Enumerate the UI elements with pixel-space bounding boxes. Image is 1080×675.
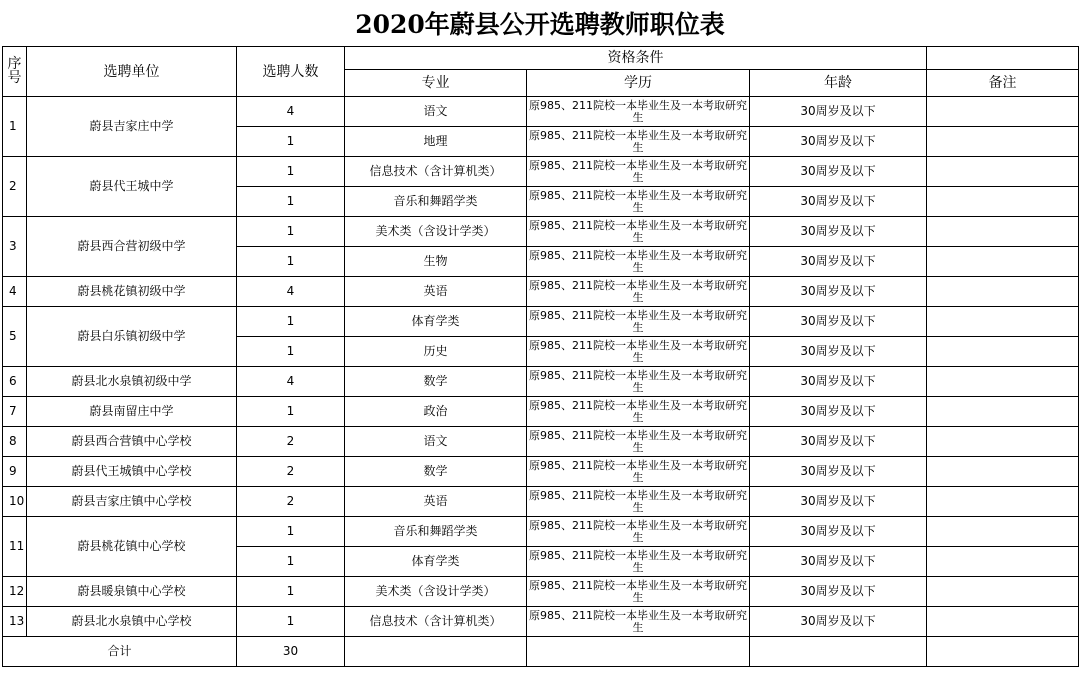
row-seq: 6	[3, 367, 27, 397]
row-seq: 3	[3, 217, 27, 277]
row-major: 英语	[345, 277, 527, 307]
positions-table	[2, 46, 1079, 667]
header-blank	[927, 47, 1079, 70]
table-row	[3, 217, 1079, 247]
row-education: 原985、211院校一本毕业生及一本考取研究生	[527, 217, 750, 247]
table-row	[3, 307, 1079, 337]
row-education: 原985、211院校一本毕业生及一本考取研究生	[527, 337, 750, 367]
row-age: 30周岁及以下	[750, 487, 927, 517]
row-seq: 5	[3, 307, 27, 367]
row-education: 原985、211院校一本毕业生及一本考取研究生	[527, 517, 750, 547]
row-major: 信息技术（含计算机类）	[345, 607, 527, 637]
row-unit: 蔚县北水泉镇初级中学	[27, 367, 237, 397]
row-remark	[927, 127, 1079, 157]
header-major: 专业	[345, 70, 527, 97]
row-education: 原985、211院校一本毕业生及一本考取研究生	[527, 247, 750, 277]
row-unit: 蔚县南留庄中学	[27, 397, 237, 427]
row-remark	[927, 217, 1079, 247]
row-count: 1	[237, 607, 345, 637]
row-remark	[927, 337, 1079, 367]
row-unit: 蔚县代王城镇中心学校	[27, 457, 237, 487]
table-row	[3, 487, 1079, 517]
row-unit: 蔚县吉家庄中学	[27, 97, 237, 157]
row-unit: 蔚县北水泉镇中心学校	[27, 607, 237, 637]
row-major: 语文	[345, 97, 527, 127]
row-remark	[927, 307, 1079, 337]
row-seq: 10	[3, 487, 27, 517]
row-remark	[927, 247, 1079, 277]
row-major: 美术类（含设计学类）	[345, 217, 527, 247]
row-age: 30周岁及以下	[750, 337, 927, 367]
row-major: 音乐和舞蹈学类	[345, 187, 527, 217]
table-row	[3, 427, 1079, 457]
row-major: 生物	[345, 247, 527, 277]
row-unit: 蔚县白乐镇初级中学	[27, 307, 237, 367]
row-education: 原985、211院校一本毕业生及一本考取研究生	[527, 277, 750, 307]
row-count: 2	[237, 457, 345, 487]
page-title: 2020年蔚县公开选聘教师职位表	[355, 10, 725, 39]
row-remark	[927, 607, 1079, 637]
row-major: 体育学类	[345, 307, 527, 337]
table-row	[3, 157, 1079, 187]
row-education: 原985、211院校一本毕业生及一本考取研究生	[527, 487, 750, 517]
header-seq: 序号	[3, 47, 27, 97]
row-seq: 12	[3, 577, 27, 607]
row-remark	[927, 517, 1079, 547]
row-education: 原985、211院校一本毕业生及一本考取研究生	[527, 457, 750, 487]
row-seq: 9	[3, 457, 27, 487]
row-remark	[927, 487, 1079, 517]
row-unit: 蔚县西合营镇中心学校	[27, 427, 237, 457]
row-count: 4	[237, 97, 345, 127]
row-count: 1	[237, 127, 345, 157]
row-count: 1	[237, 337, 345, 367]
row-remark	[927, 457, 1079, 487]
row-age: 30周岁及以下	[750, 577, 927, 607]
row-age: 30周岁及以下	[750, 457, 927, 487]
row-unit: 蔚县暖泉镇中心学校	[27, 577, 237, 607]
row-age: 30周岁及以下	[750, 247, 927, 277]
header-unit: 选聘单位	[27, 47, 237, 97]
row-unit: 蔚县西合营初级中学	[27, 217, 237, 277]
row-education: 原985、211院校一本毕业生及一本考取研究生	[527, 157, 750, 187]
row-unit: 蔚县桃花镇中心学校	[27, 517, 237, 577]
row-major: 体育学类	[345, 547, 527, 577]
table-row	[3, 397, 1079, 427]
row-major: 美术类（含设计学类）	[345, 577, 527, 607]
total-empty-cell	[527, 637, 750, 667]
row-seq: 4	[3, 277, 27, 307]
header-remark: 备注	[927, 70, 1079, 97]
row-count: 1	[237, 577, 345, 607]
row-count: 2	[237, 427, 345, 457]
table-row	[3, 367, 1079, 397]
row-major: 语文	[345, 427, 527, 457]
row-major: 英语	[345, 487, 527, 517]
row-seq: 11	[3, 517, 27, 577]
row-remark	[927, 547, 1079, 577]
row-count: 1	[237, 247, 345, 277]
row-education: 原985、211院校一本毕业生及一本考取研究生	[527, 577, 750, 607]
total-empty-cell	[927, 637, 1079, 667]
row-age: 30周岁及以下	[750, 277, 927, 307]
table-row	[3, 607, 1079, 637]
total-row	[3, 637, 1079, 667]
row-seq: 2	[3, 157, 27, 217]
row-unit: 蔚县桃花镇初级中学	[27, 277, 237, 307]
row-age: 30周岁及以下	[750, 427, 927, 457]
row-major: 数学	[345, 367, 527, 397]
row-education: 原985、211院校一本毕业生及一本考取研究生	[527, 547, 750, 577]
row-education: 原985、211院校一本毕业生及一本考取研究生	[527, 127, 750, 157]
row-major: 地理	[345, 127, 527, 157]
total-label: 合计	[3, 637, 237, 667]
header-education: 学历	[527, 70, 750, 97]
row-age: 30周岁及以下	[750, 187, 927, 217]
row-age: 30周岁及以下	[750, 517, 927, 547]
row-remark	[927, 277, 1079, 307]
row-seq: 8	[3, 427, 27, 457]
table-row	[3, 457, 1079, 487]
header-qualifications: 资格条件	[345, 47, 927, 70]
row-unit: 蔚县吉家庄镇中心学校	[27, 487, 237, 517]
row-age: 30周岁及以下	[750, 97, 927, 127]
row-education: 原985、211院校一本毕业生及一本考取研究生	[527, 367, 750, 397]
row-education: 原985、211院校一本毕业生及一本考取研究生	[527, 97, 750, 127]
total-empty-cell	[345, 637, 527, 667]
row-education: 原985、211院校一本毕业生及一本考取研究生	[527, 397, 750, 427]
row-age: 30周岁及以下	[750, 397, 927, 427]
row-count: 4	[237, 277, 345, 307]
row-unit: 蔚县代王城中学	[27, 157, 237, 217]
row-count: 1	[237, 547, 345, 577]
total-empty-cell	[750, 637, 927, 667]
row-age: 30周岁及以下	[750, 367, 927, 397]
header-count: 选聘人数	[237, 47, 345, 97]
row-count: 2	[237, 487, 345, 517]
row-count: 1	[237, 307, 345, 337]
row-age: 30周岁及以下	[750, 307, 927, 337]
row-age: 30周岁及以下	[750, 607, 927, 637]
row-remark	[927, 577, 1079, 607]
row-education: 原985、211院校一本毕业生及一本考取研究生	[527, 607, 750, 637]
row-count: 1	[237, 397, 345, 427]
row-major: 数学	[345, 457, 527, 487]
row-count: 1	[237, 157, 345, 187]
row-major: 政治	[345, 397, 527, 427]
row-age: 30周岁及以下	[750, 127, 927, 157]
row-major: 历史	[345, 337, 527, 367]
row-education: 原985、211院校一本毕业生及一本考取研究生	[527, 307, 750, 337]
row-count: 1	[237, 217, 345, 247]
row-seq: 1	[3, 97, 27, 157]
row-seq: 7	[3, 397, 27, 427]
row-education: 原985、211院校一本毕业生及一本考取研究生	[527, 427, 750, 457]
table-row	[3, 517, 1079, 547]
header-age: 年龄	[750, 70, 927, 97]
row-remark	[927, 157, 1079, 187]
row-remark	[927, 427, 1079, 457]
row-age: 30周岁及以下	[750, 217, 927, 247]
row-remark	[927, 397, 1079, 427]
table-row	[3, 97, 1079, 127]
row-remark	[927, 97, 1079, 127]
row-seq: 13	[3, 607, 27, 637]
row-count: 4	[237, 367, 345, 397]
row-education: 原985、211院校一本毕业生及一本考取研究生	[527, 187, 750, 217]
table-row	[3, 577, 1079, 607]
table-row	[3, 277, 1079, 307]
row-remark	[927, 187, 1079, 217]
row-age: 30周岁及以下	[750, 157, 927, 187]
total-count: 30	[237, 637, 345, 667]
row-count: 1	[237, 517, 345, 547]
row-major: 信息技术（含计算机类）	[345, 157, 527, 187]
row-age: 30周岁及以下	[750, 547, 927, 577]
row-count: 1	[237, 187, 345, 217]
row-major: 音乐和舞蹈学类	[345, 517, 527, 547]
row-remark	[927, 367, 1079, 397]
